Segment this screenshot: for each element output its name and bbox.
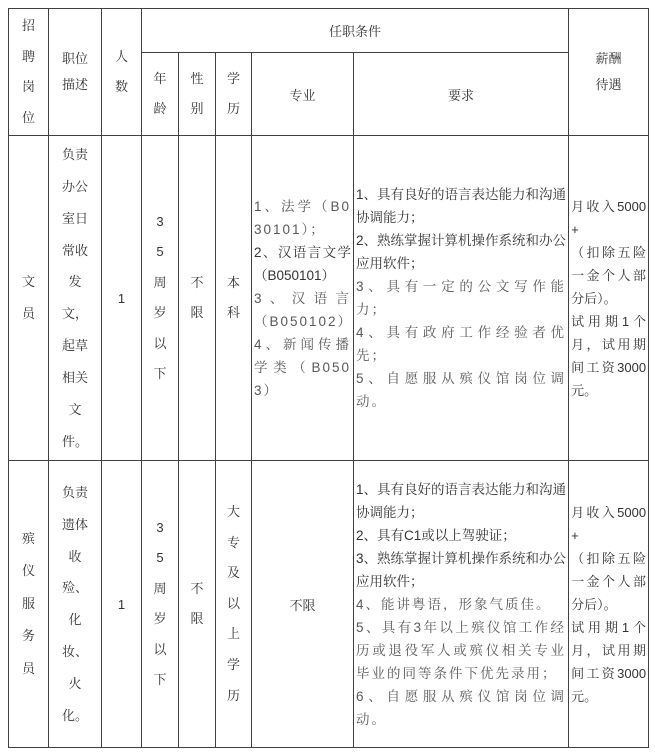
attendant-requirement-item: 6、自愿服从殡仪馆岗位调动。 <box>356 688 567 727</box>
attendant-count-cell <box>102 461 142 748</box>
clerk-position-cell <box>9 136 49 461</box>
clerk-salary-line: 试用期1个月，试用期间工资3000元。 <box>571 313 647 398</box>
clerk-age: 35周岁以下 <box>153 213 167 382</box>
header-age <box>142 53 179 136</box>
header-gender-label: 性别 <box>190 70 204 117</box>
clerk-description: 负责办公室日常收发文，起草相关文件。 <box>61 146 88 449</box>
header-position-label: 招聘岗位 <box>21 18 35 125</box>
attendant-education-cell <box>216 461 252 748</box>
clerk-major-cell <box>252 136 354 461</box>
attendant-requirement-item: 1、具有良好的语言表达能力和沟通协调能力； <box>356 481 567 520</box>
clerk-gender-cell <box>179 136 216 461</box>
attendant-requirement-item: 5、具有3年以上殡仪馆工作经历或退役军人或殡仪相关专业毕业的同等条件下优先录用； <box>356 619 567 681</box>
attendant-requirement-item: 4、能讲粤语，形象气质佳。 <box>356 596 552 612</box>
clerk-position: 文员 <box>21 273 35 322</box>
header-salary <box>569 9 649 136</box>
attendant-requirement-item: 2、具有C1或以上驾驶证； <box>356 527 516 543</box>
clerk-education: 本科 <box>226 274 240 321</box>
clerk-salary-line: （扣除五险一金个人部分后）。 <box>571 244 647 306</box>
clerk-description-cell <box>49 136 102 461</box>
attendant-major-cell <box>252 461 354 748</box>
attendant-requirement-item: 3、熟练掌握计算机操作系统和办公应用软件； <box>356 550 567 589</box>
header-salary-label: 薪酬待遇 <box>595 51 622 93</box>
header-age-label: 年龄 <box>153 70 167 117</box>
clerk-major-item: 3、汉语言（B050102） <box>254 290 354 329</box>
clerk-requirement-item: 1、具有良好的语言表达能力和沟通协调能力； <box>356 187 567 226</box>
attendant-description: 负责遗体收殓、化妆、火化。 <box>61 484 88 723</box>
clerk-salary-line: 月收入5000+ <box>571 198 647 237</box>
header-gender <box>179 53 216 136</box>
clerk-major-item: 2、汉语言文学（B050101） <box>254 244 351 283</box>
attendant-salary-cell <box>569 461 649 748</box>
clerk-requirement-item: 2、熟练掌握计算机操作系统和办公应用软件； <box>356 233 567 272</box>
clerk-gender: 不限 <box>190 274 204 321</box>
clerk-salary-cell <box>569 136 649 461</box>
header-requirements: 要求 <box>354 53 569 136</box>
header-description-label: 职位描述 <box>61 51 88 93</box>
attendant-salary-line: 试用期1个月，试用期间工资3000元。 <box>571 619 647 704</box>
header-count-label: 人数 <box>114 48 128 95</box>
attendant-salary-line: 月收入5000+ <box>571 504 647 543</box>
header-description <box>49 9 102 136</box>
recruitment-table <box>8 8 649 748</box>
attendant-gender: 不限 <box>190 580 204 627</box>
table-row-clerk <box>9 136 649 461</box>
clerk-requirement-item: 4、具有政府工作经验者优先； <box>356 325 567 364</box>
attendant-major: 不限 <box>289 597 316 613</box>
attendant-requirements-cell <box>354 461 569 748</box>
header-count <box>102 9 142 136</box>
clerk-education-cell <box>216 136 252 461</box>
table-row-funeral-attendant <box>9 461 649 748</box>
clerk-age-cell <box>142 136 179 461</box>
attendant-salary-line: （扣除五险一金个人部分后）。 <box>571 550 647 612</box>
attendant-gender-cell <box>179 461 216 748</box>
attendant-age: 35周岁以下 <box>153 519 167 688</box>
attendant-count: 1 <box>117 596 126 612</box>
clerk-requirements-cell <box>354 136 569 461</box>
header-major: 专业 <box>252 53 354 136</box>
header-education <box>216 53 252 136</box>
attendant-description-cell <box>49 461 102 748</box>
clerk-count-cell <box>102 136 142 461</box>
header-conditions: 任职条件 <box>142 9 569 53</box>
attendant-position-cell <box>9 461 49 748</box>
clerk-requirement-item: 5、自愿服从殡仪馆岗位调动。 <box>356 371 567 410</box>
clerk-requirement-item: 3、具有一定的公文写作能力； <box>356 279 567 318</box>
attendant-education: 大专及以上学历 <box>226 504 240 703</box>
header-position <box>9 9 49 136</box>
clerk-count: 1 <box>117 290 126 306</box>
clerk-major-item: 1、法学（B030101）； <box>254 198 351 237</box>
clerk-major-item: 4、新闻传播学类（B0503） <box>254 336 351 398</box>
attendant-age-cell <box>142 461 179 748</box>
header-education-label: 学历 <box>226 70 240 117</box>
attendant-position: 殡仪服务员 <box>21 530 35 676</box>
